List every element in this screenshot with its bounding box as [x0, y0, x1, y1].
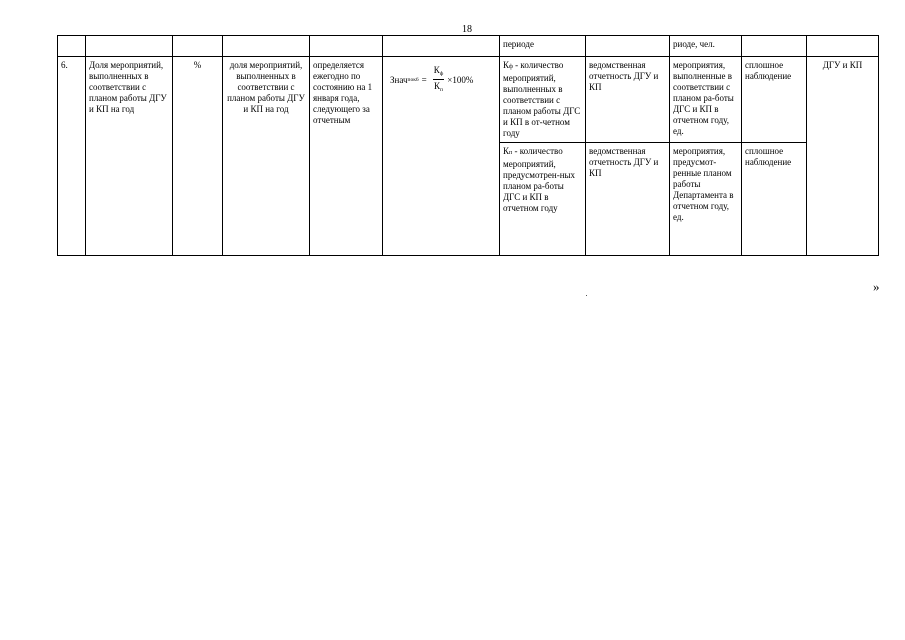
data-source: ведомственная отчетность ДГУ и КП	[586, 57, 670, 143]
formula-cell	[383, 57, 500, 256]
row-number: 6.	[58, 57, 86, 256]
formula-numerator: К	[433, 65, 440, 75]
variable-symbol: К	[503, 146, 510, 156]
calculation-formula	[390, 60, 496, 96]
closing-quote: »	[873, 279, 880, 294]
formula-equals: =	[421, 75, 427, 85]
formula-lhs-sub: пок6	[407, 77, 419, 83]
indicator-name: Доля мероприятий, выполненных в соответствии с планом работы ДГУ и КП на год	[86, 57, 173, 256]
formula-tail: ×100%	[447, 75, 474, 85]
header-cell-period-persons: риоде, чел.	[670, 36, 742, 57]
formula-numerator-sub: ф	[439, 71, 444, 77]
variable-subscript: ф	[509, 64, 513, 70]
variable-subscript: п	[509, 150, 513, 156]
page-number: 18	[462, 24, 472, 35]
formula-denominator: К	[434, 81, 441, 91]
variable-text: - количество мероприятий, выполненных в соответствии с планом работы ДГС и КП в от-четном году	[503, 60, 581, 138]
collection-method: сплошное наблюдение	[742, 143, 807, 256]
indicator-definition: доля мероприятий, выполненных в соответствии с планом работы ДГУ и КП на год	[223, 57, 310, 256]
table-row	[58, 57, 879, 143]
variable-text: - количество мероприятий, предусмотрен-ных планом ра-боты ДГС и КП в отчетном году	[503, 146, 576, 213]
variable-symbol: К	[503, 60, 510, 70]
formula-lhs: Знач	[390, 75, 408, 85]
data-source: ведомственная отчетность ДГУ и КП	[586, 143, 670, 256]
variable-description	[500, 57, 586, 143]
observation-object: мероприятия, предусмот-ренные планом работы Департамента в отчетном году, ед.	[670, 143, 742, 256]
formula-denominator-sub: п	[440, 87, 443, 93]
variable-description	[500, 143, 586, 256]
unit-of-measure: %	[173, 57, 223, 256]
formula-fraction	[433, 65, 445, 96]
observation-object: мероприятия, выполненные в соответствии с планом ра-боты ДГС и КП в отчетном году, ед.	[670, 57, 742, 143]
periodicity: определяется ежегодно по состоянию на 1 января года, следующего за отчетным	[310, 57, 383, 256]
header-cell-period: периоде	[500, 36, 586, 57]
responsible-body: ДГУ и КП	[807, 57, 879, 256]
collection-method: сплошное наблюдение	[742, 57, 807, 143]
indicator-table	[57, 35, 879, 256]
scan-speck	[586, 295, 587, 296]
continued-header-row	[58, 36, 879, 57]
